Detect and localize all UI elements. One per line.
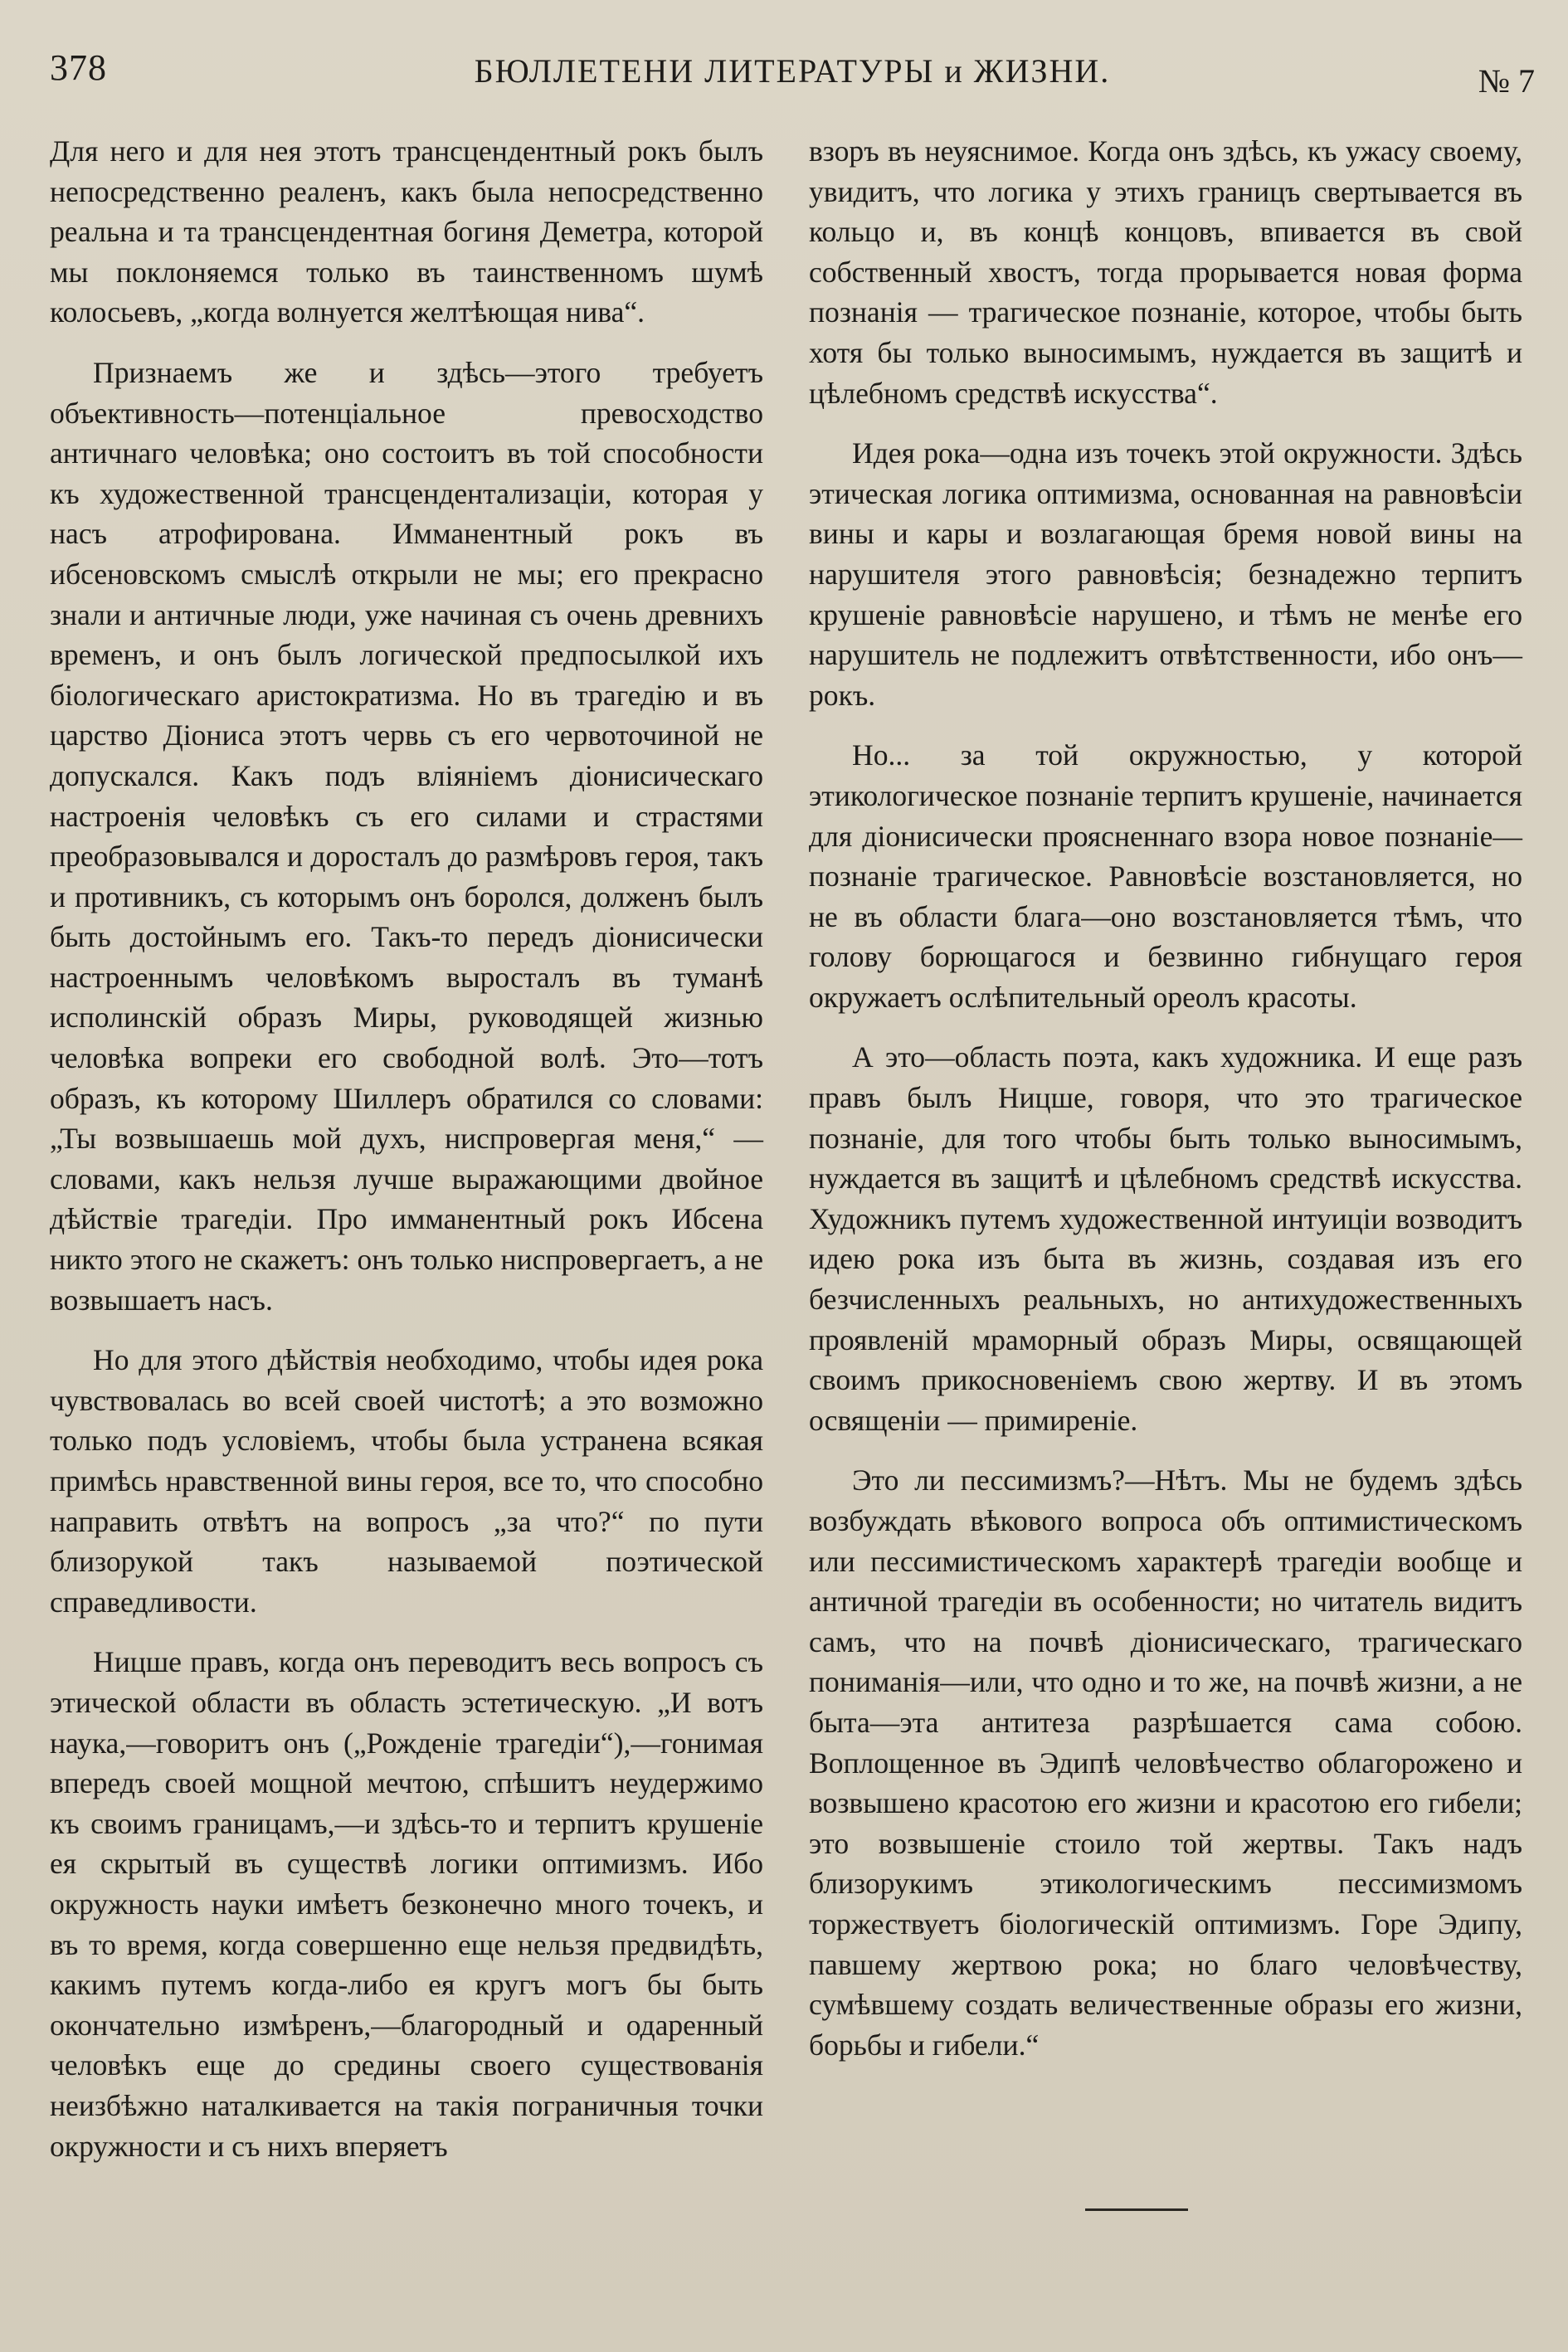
page-number: 378 — [50, 47, 107, 88]
paragraph: взоръ въ неуяснимое. Когда онъ здѣсь, къ ужасу своему, увидитъ, что логика у этихъ границъ свертывается въ кольцо и, въ концѣ концовъ, впивается въ свой собственный хвостъ, тогда прорывается новая форма познанія — трагическое познаніе, которое, чтобы быть хотя бы только выносимымъ, нуждается въ защитѣ и цѣлебномъ средствѣ искусства“. — [809, 134, 1522, 410]
page-header — [50, 46, 1535, 105]
paragraph: Это ли пессимизмъ?—Нѣтъ. Мы не будемъ здѣсь возбуждать вѣкового вопроса объ оптимистическомъ или пессимистическомъ характерѣ трагедіи вообще и античной трагедіи въ особенности; но читатель видитъ самъ, что на почвѣ діонисическаго, трагическаго пониманія—или, что одно и то же, на почвѣ жизни, а не быта—эта антитеза разрѣшается сама собою. Воплощенное въ Эдипѣ человѣчество облагорожено и возвышено красотою его жизни и красотою его гибели; это возвышеніе стоило той жертвы. Такъ надъ близорукимъ этикологическимъ пессимизмомъ торжествуетъ біологическій оптимизмъ. Горе Эдипу, павшему жертвою рока; но благо человѣчеству, сумѣвшему создать величественные образы его жизни, борьбы и гибели.“ — [809, 1463, 1522, 2062]
left-column — [50, 131, 763, 2186]
paragraph: Признаемъ же и здѣсь—этого требуетъ объективность—потенціальное превосходство античнаго человѣка; оно состоитъ въ той способности къ художественной трансцендентализаціи, которая у насъ атрофирована. Имманентный рокъ въ ибсеновскомъ смыслѣ открыли не мы; его прекрасно знали и античные люди, уже начиная съ очень древнихъ временъ, и онъ былъ логической предпосылкой ихъ біологическаго аристократизма. Но въ трагедію и въ царство Діониса этотъ червь съ его червоточиной не допускался. Какъ подъ вліяніемъ діонисическаго настроенія человѣкъ съ его силами и страстями преобразовывался и доросталъ до размѣровъ героя, такъ и противникъ, съ которымъ онъ боролся, долженъ былъ быть достойнымъ его. Такъ-то передъ діонисически настроеннымъ человѣкомъ выросталъ въ туманѣ исполинскій образъ Миры, руководящей жизнью человѣка вопреки его свободной волѣ. Это—тотъ образъ, къ которому Шиллеръ обратился со словами: „Ты возвышаешь мой духъ, ниспровергая меня,“ — словами, какъ нельзя лучше выражающими двойное дѣйствіе трагедіи. Про имманентный рокъ Ибсена никто этого не скажетъ: онъ только ниспровергаетъ, а не возвышаетъ насъ. — [50, 355, 763, 1317]
paragraph: Для него и для нея этотъ трансцендентный рокъ былъ непосредственно реаленъ, какъ была непосредственно реальна и та трансцендентная богиня Деметра, которой мы поклоняемся только въ таинственномъ шумѣ колосьевъ, „когда волнуется желтѣющая нива“. — [50, 134, 763, 329]
paragraph: Идея рока—одна изъ точекъ этой окружности. Здѣсь этическая логика оптимизма, основанная на равновѣсіи вины и кары и возлагающая бремя новой вины на нарушителя этого равновѣсія; безнадежно терпитъ крушеніе равновѣсіе нарушено, и тѣмъ не менѣе его нарушитель не подлежитъ отвѣтственности, ибо онъ—рокъ. — [809, 436, 1522, 712]
right-column — [809, 131, 1522, 2085]
paragraph: Но для этого дѣйствія необходимо, чтобы идея рока чувствовалась во всей своей чистотѣ; а это возможно только подъ условіемъ, чтобы была устранена всякая примѣсь нравственной вины героя, все то, что способно направить отвѣтъ на вопросъ „за что?“ по пути близорукой такъ называемой поэтической справедливости. — [50, 1343, 763, 1619]
paragraph: Ницше правъ, когда онъ переводитъ весь вопросъ съ этической области въ область эстетическую. „И вотъ наука,—говоритъ онъ („Рожденіе трагедіи“),—гонимая впередъ своей мощной мечтою, спѣшитъ неудержимо къ своимъ границамъ,—и здѣсь-то и терпитъ крушеніе ея скрытый въ существѣ логики оптимизмъ. Ибо окружность науки имѣетъ безконечно много точекъ, и въ то время, когда совершенно еще нельзя предвидѣть, какимъ путемъ когда-либо ея кругъ могъ бы быть окончательно измѣренъ,—благородный и одаренный человѣкъ еще до средины своего существованія неизбѣжно наталкивается на такія пограничныя точки окружности и съ нихъ вперяетъ — [50, 1645, 763, 2163]
paragraph: Но... за той окружностью, у которой этикологическое познаніе терпитъ крушеніе, начинается для діонисически проясненнаго взора новое познаніе—познаніе трагическое. Равновѣсіе возстановляется, но не въ области блага—оно возстановляется тѣмъ, что голову борющагося и безвинно гибнущаго героя окружаетъ ослѣпительный ореолъ красоты. — [809, 738, 1522, 1014]
paragraph: А это—область поэта, какъ художника. И еще разъ правъ былъ Ницше, говоря, что это трагическое познаніе, для того чтобы быть только выносимымъ, нуждается въ защитѣ и цѣлебномъ средствѣ искусства. Художникъ путемъ художественной интуиціи возводитъ идею рока изъ быта въ жизнь, создавая изъ его безчисленныхъ реальныхъ, но антихудожественныхъ проявленій мраморный образъ Миры, освящающей своимъ прикосновеніемъ свою жертву. И въ этомъ освященіи — примиреніе. — [809, 1040, 1522, 1437]
running-title: БЮЛЛЕТЕНИ ЛИТЕРАТУРЫ и ЖИЗНИ. — [474, 52, 1111, 90]
end-rule — [1085, 2208, 1188, 2211]
issue-number: № 7 — [1478, 62, 1535, 100]
